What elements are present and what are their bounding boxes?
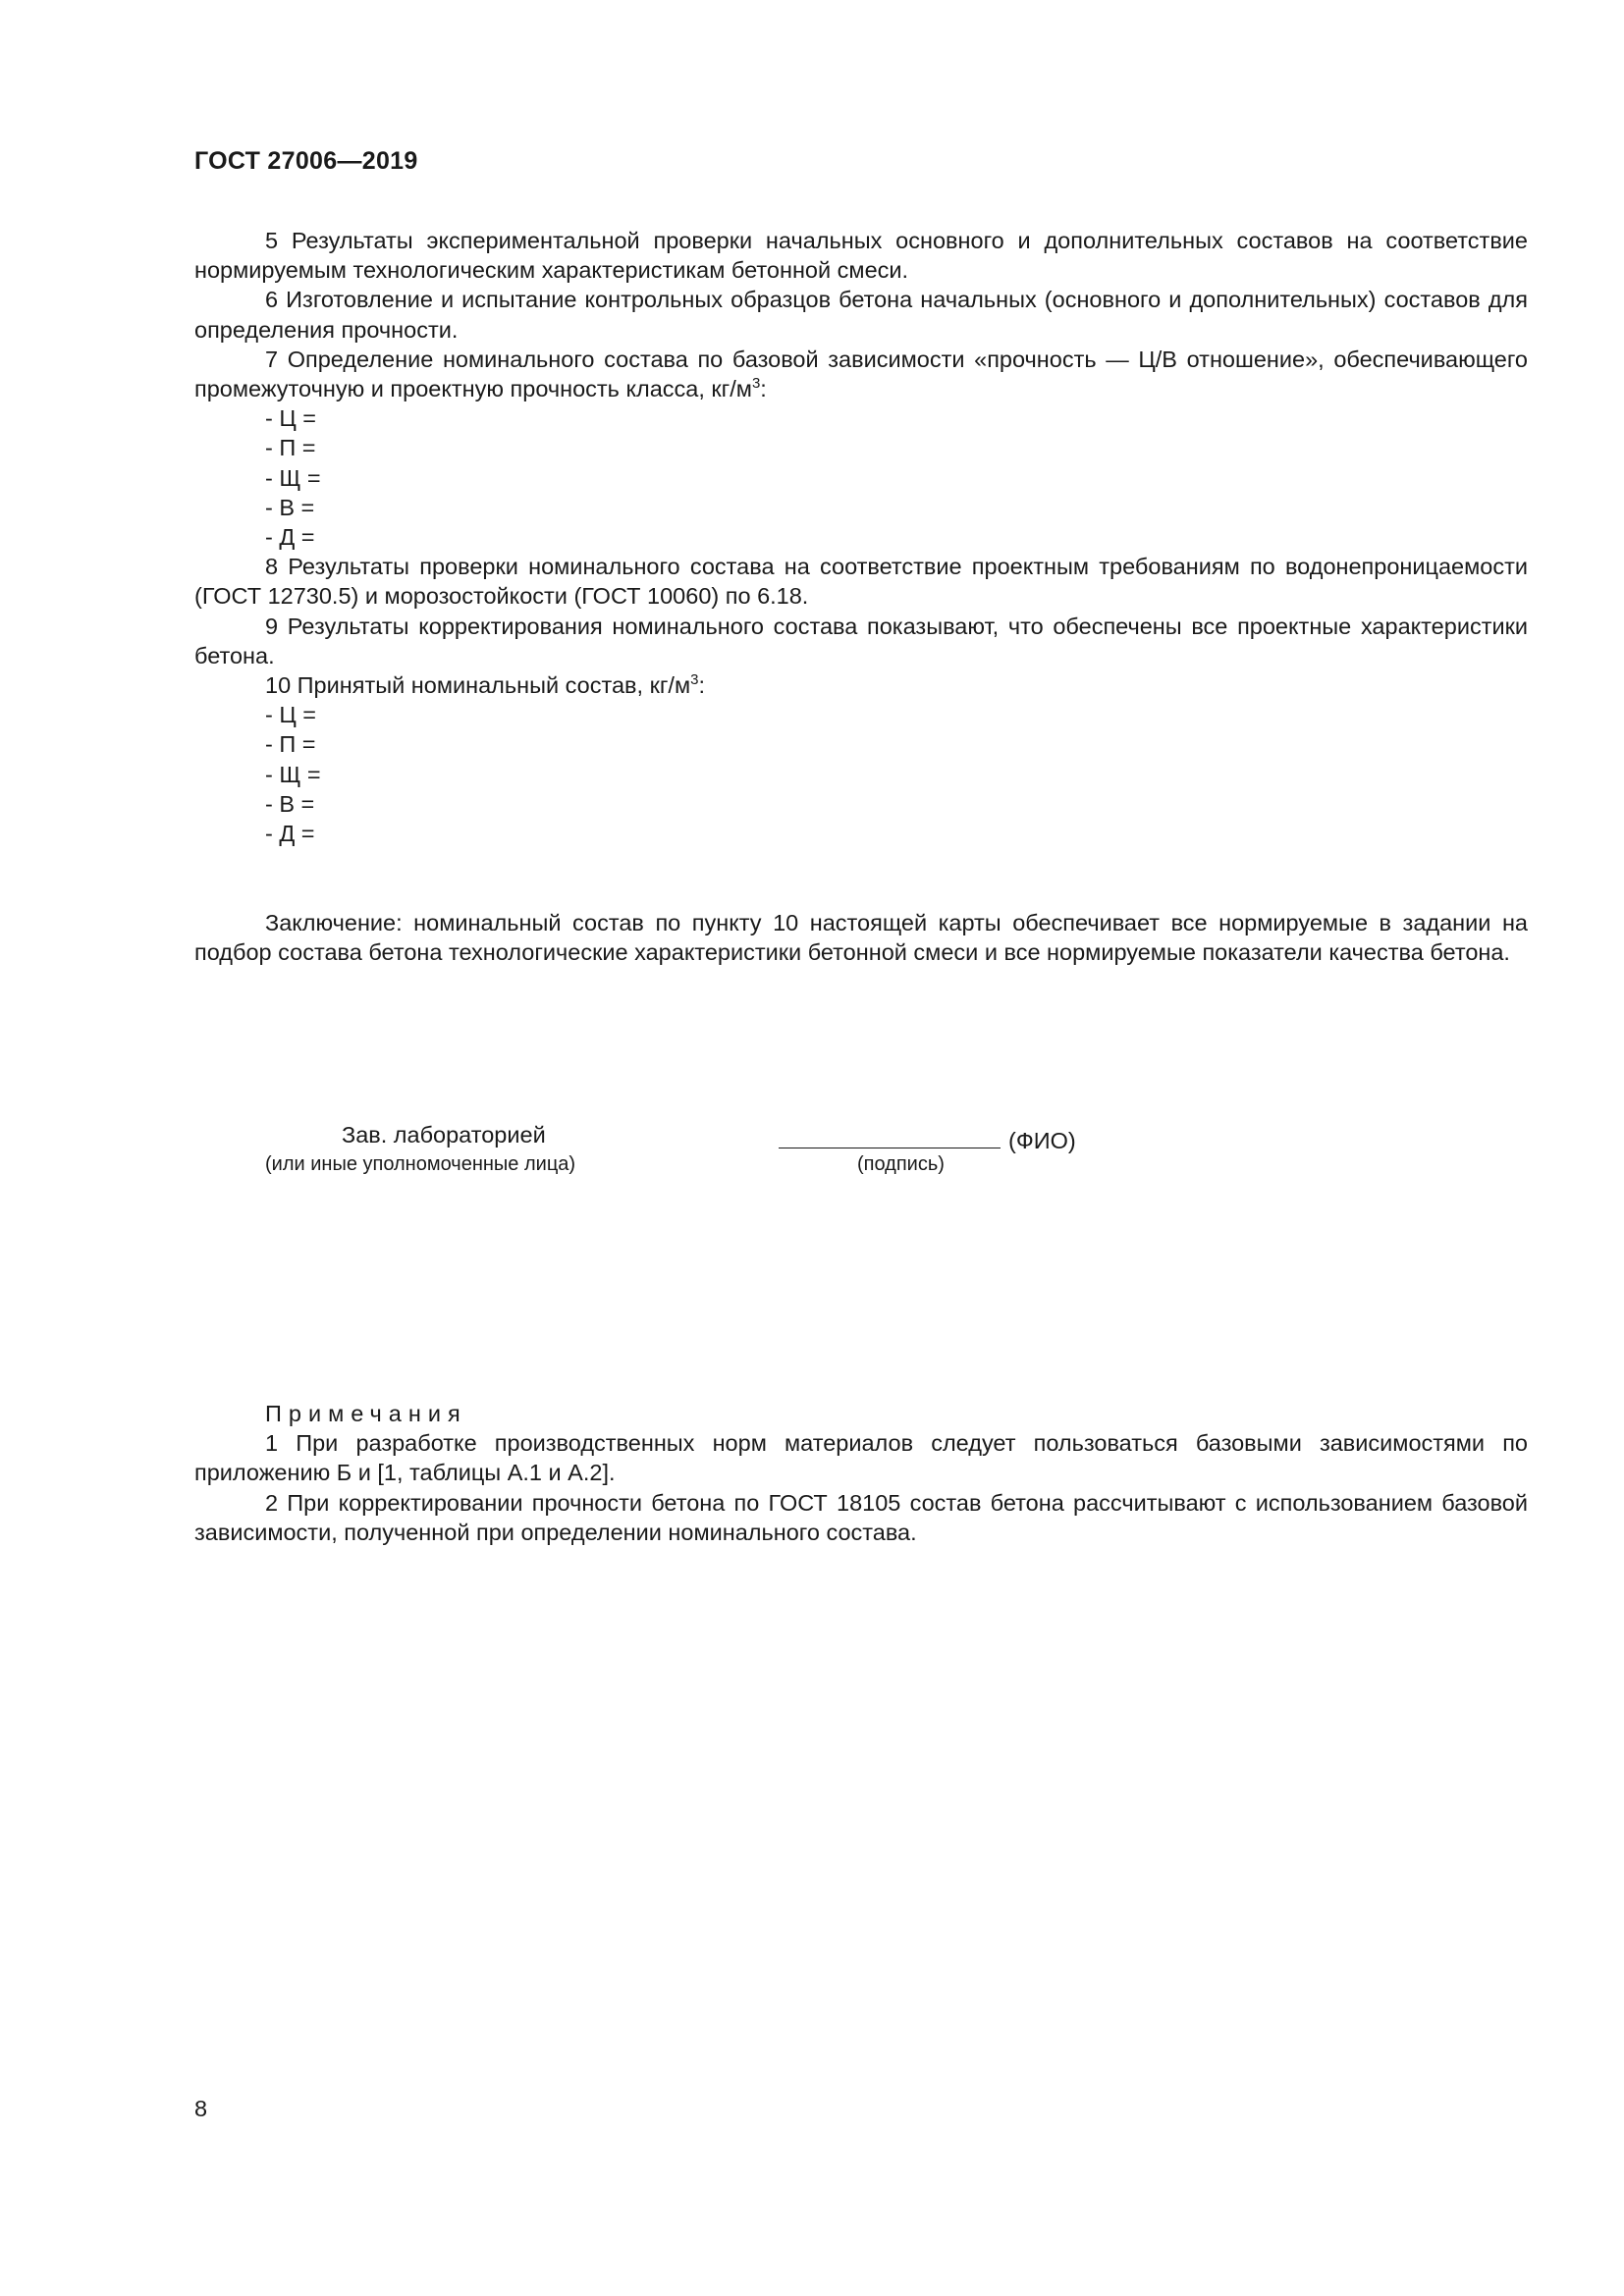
item-8-text: 8 Результаты проверки номинального состава на соответствие проектным требованиям по водонепроницаемости (ГОСТ 12730.5) и морозостойкости (ГОСТ 10060) по 6.18. bbox=[194, 554, 1528, 610]
item-7-list-d: - Д = bbox=[265, 524, 315, 551]
item-7-list-v: - В = bbox=[265, 494, 315, 520]
page-number: 8 bbox=[194, 2096, 208, 2121]
signature-role-note: (или иные уполномоченные лица) bbox=[265, 1153, 576, 1175]
signature-line bbox=[779, 1122, 1076, 1154]
item-10-superscript: 3 bbox=[690, 671, 699, 689]
item-10-list-c: - Ц = bbox=[265, 702, 316, 728]
item-10-list-shch: - Щ = bbox=[265, 761, 321, 787]
item-10-text bbox=[194, 670, 1528, 700]
note-2-text: 2 При корректировании прочности бетона по ГОСТ 18105 состав бетона рассчитывают с использованием базовой зависимости, полученной при определении номинального состава. bbox=[194, 1489, 1528, 1545]
note-1-text: 1 При разработке производственных норм материалов следует пользоваться базовыми зависимостями по приложению Б и [1, таблицы А.1 и А.2]. bbox=[194, 1430, 1528, 1486]
document-header-code: ГОСТ 27006—2019 bbox=[194, 147, 418, 175]
item-10-list-v: - В = bbox=[265, 790, 315, 817]
item-10-list-d: - Д = bbox=[265, 821, 315, 847]
item-7-text bbox=[194, 345, 1528, 403]
item-7-list-shch: - Щ = bbox=[265, 464, 321, 491]
signature-note: (подпись) bbox=[857, 1153, 945, 1175]
item-10-colon: : bbox=[698, 672, 705, 699]
item-9-text: 9 Результаты корректирования номинального состава показывают, что обеспечены все проектные характеристики бетона. bbox=[194, 613, 1528, 668]
signature-name-label: (ФИО) bbox=[1008, 1128, 1076, 1153]
signature-role: Зав. лабораторией bbox=[342, 1122, 546, 1148]
conclusion-text: Заключение: номинальный состав по пункту 10 настоящей карты обеспечивает все нормируемые в задании на подбор состава бетона технологические характеристики бетонной смеси и все нормируемые показатели качества бетона. bbox=[194, 910, 1528, 966]
conclusion-section bbox=[194, 908, 1528, 967]
notes-title: Примечания bbox=[265, 1401, 467, 1426]
item-10-list-p: - П = bbox=[265, 731, 316, 758]
card-items-section bbox=[194, 226, 1528, 848]
item-7-main: 7 Определение номинального состава по базовой зависимости «прочность — Ц/В отношение», обеспечивающего промежуточную и проектную прочность класса, кг/м bbox=[194, 346, 1528, 402]
item-7-list-p: - П = bbox=[265, 435, 316, 461]
item-6-text: 6 Изготовление и испытание контрольных образцов бетона начальных (основного и дополнительных) составов для определения прочности. bbox=[194, 287, 1528, 343]
item-10-main: 10 Принятый номинальный состав, кг/м bbox=[265, 672, 691, 699]
item-5-text: 5 Результаты экспериментальной проверки начальных основного и дополнительных составов на соответствие нормируемым технологическим характеристикам бетонной смеси. bbox=[194, 228, 1528, 284]
item-7-list-c: - Ц = bbox=[265, 405, 316, 432]
notes-section bbox=[194, 1399, 1528, 1547]
signature-underline bbox=[779, 1122, 1001, 1148]
item-7-superscript: 3 bbox=[751, 375, 761, 393]
item-7-colon: : bbox=[760, 376, 767, 402]
